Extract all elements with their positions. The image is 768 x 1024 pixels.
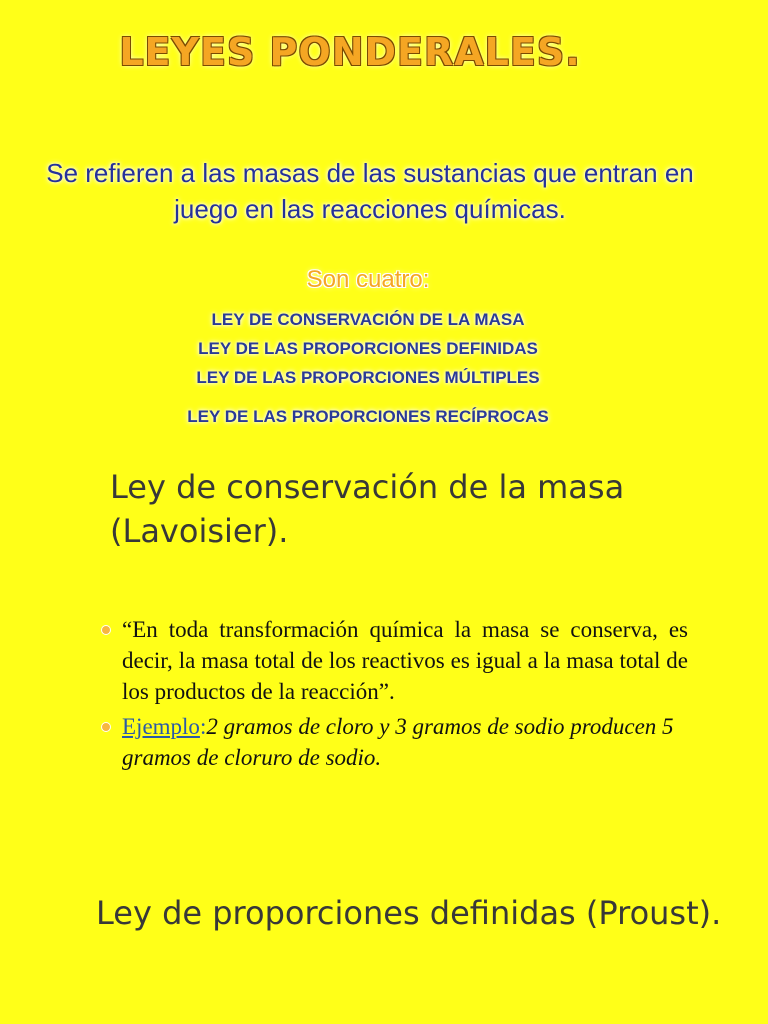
bullet-quote xyxy=(100,614,688,707)
example-link[interactable]: Ejemplo xyxy=(122,714,200,739)
bullet-icon xyxy=(102,626,110,634)
bullet-example xyxy=(100,711,688,773)
section-heading-conservation: Ley de conservación de la masa (Lavoisier). xyxy=(110,468,625,550)
law-item: LEY DE LAS PROPORCIONES MÚLTIPLES xyxy=(196,368,540,387)
example-colon: : xyxy=(199,714,207,739)
bullet-list xyxy=(100,614,688,773)
intro-text: Se refieren a las masas de las sustancias que entran en juego en las reacciones químicas. xyxy=(46,158,694,224)
section-heading-proust: Ley de proporciones definidas (Proust). xyxy=(96,894,722,932)
laws-list xyxy=(0,305,736,431)
law-item: LEY DE LAS PROPORCIONES RECÍPROCAS xyxy=(187,407,549,426)
quote-text: “En toda transformación química la masa se conserva, es decir, la masa total de los reactivos es igual a la masa total de los productos de la reacción”. xyxy=(122,617,688,704)
bullet-icon xyxy=(102,723,110,731)
page-title: LEYES PONDERALES. xyxy=(119,30,581,74)
law-item: LEY DE CONSERVACIÓN DE LA MASA xyxy=(211,310,525,329)
count-label: Son cuatro: xyxy=(306,266,430,293)
example-text: 2 gramos de cloro y 3 gramos de sodio producen 5 gramos de cloruro de sodio. xyxy=(122,714,674,770)
law-item: LEY DE LAS PROPORCIONES DEFINIDAS xyxy=(198,339,538,358)
